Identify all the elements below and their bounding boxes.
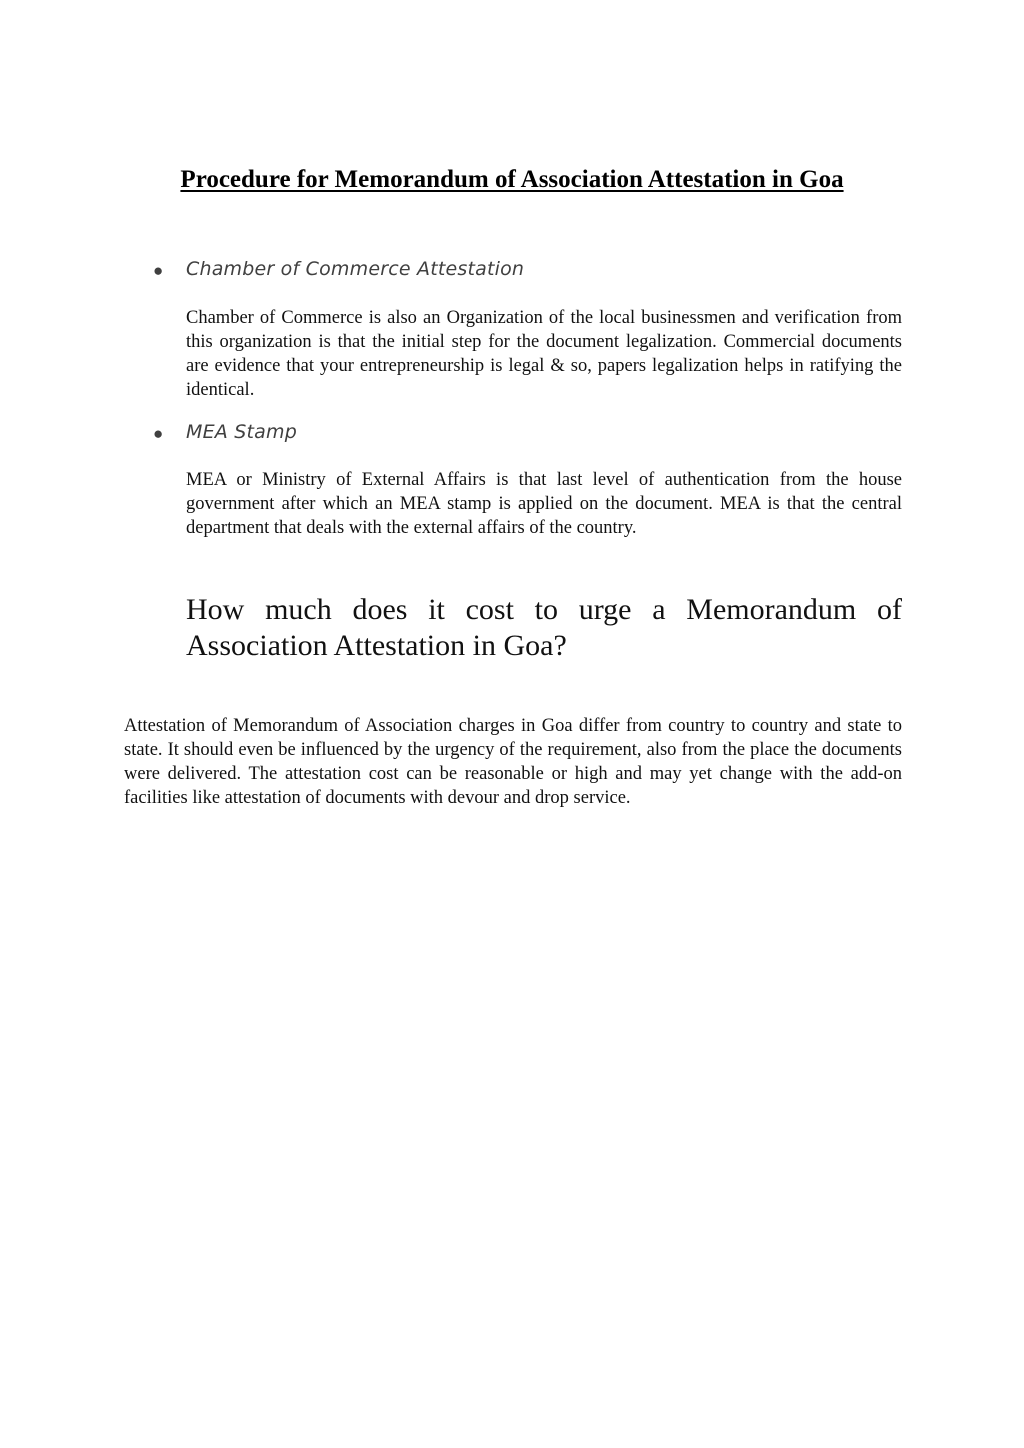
- bullet-icon: ●: [153, 261, 164, 280]
- section-heading-chamber-of-commerce: Chamber of Commerce Attestation: [186, 258, 525, 280]
- section-body-mea-stamp: MEA or Ministry of External Affairs is that last level of authentication from the house government after which an MEA stamp is applied on the document. MEA is that the central department that deals with the external affairs of the country.: [186, 470, 902, 538]
- cost-heading: How much does it cost to urge a Memorandum of Association Attestation in Goa?: [186, 593, 902, 662]
- section-body-chamber-of-commerce: Chamber of Commerce is also an Organization of the local businessmen and verification from this organization is that the initial step for the document legalization. Commercial documents are evidence that your entrepreneurship is legal & so, papers legalization helps in ratifying the identical.: [186, 308, 902, 400]
- page-title: Procedure for Memorandum of Association Attestation in Goa: [180, 166, 844, 193]
- cost-paragraph: Attestation of Memorandum of Association charges in Goa differ from country to country and state to state. It should even be influenced by the urgency of the requirement, also from the place the documents were delivered. The attestation cost can be reasonable or high and may yet change with the add-on facilities like attestation of documents with devour and drop service.: [124, 716, 902, 808]
- bullet-icon: ●: [153, 424, 164, 443]
- section-heading-mea-stamp: MEA Stamp: [186, 421, 297, 443]
